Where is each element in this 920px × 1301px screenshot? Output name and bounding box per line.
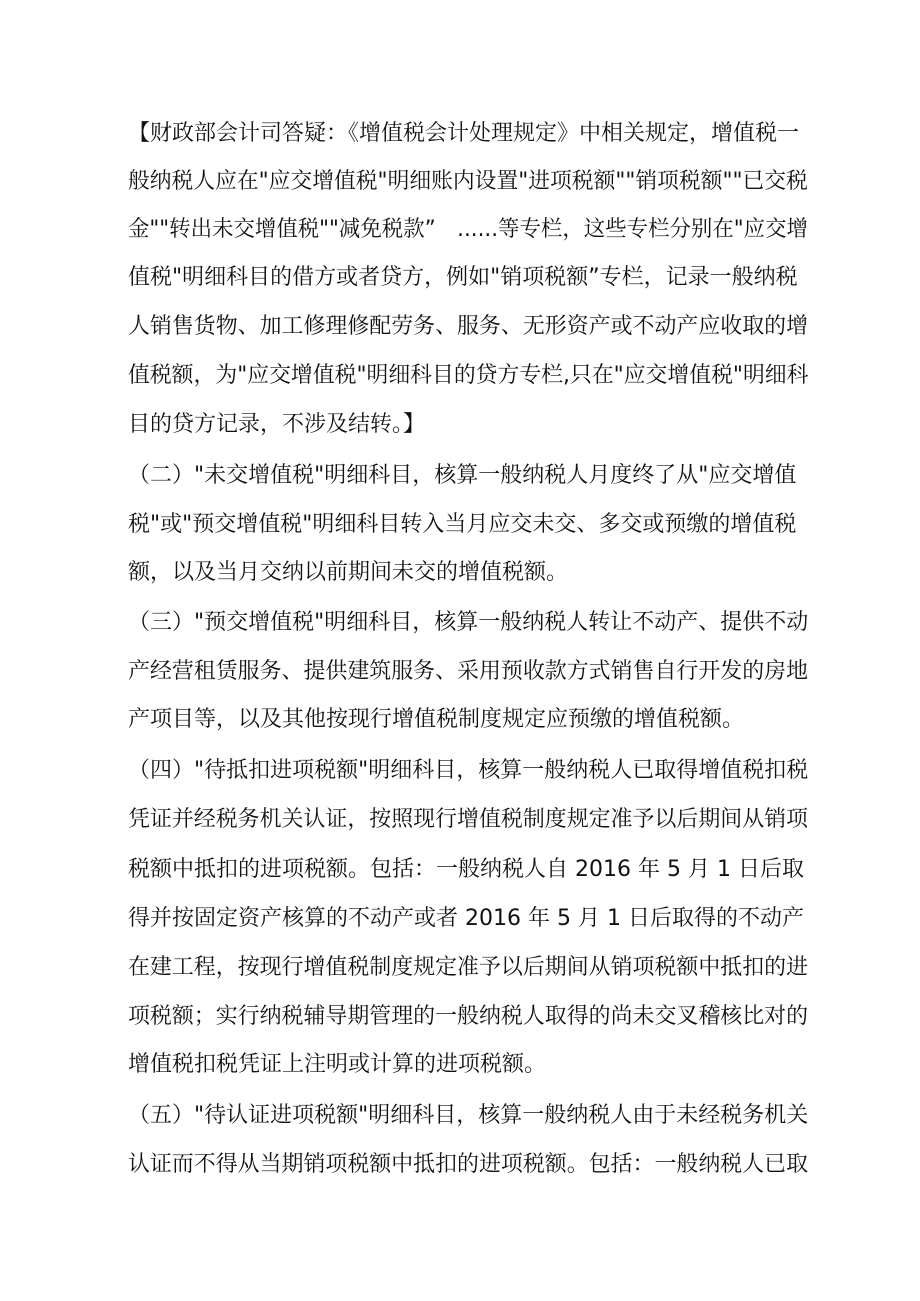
text-line: （二）"未交增值税"明细科目，核算一般纳税人月度终了从"应交增值 (128, 463, 797, 488)
text-line: 得并按固定资产核算的不动产或者 2016 年 5 月 1 日后取得的不动产 (128, 906, 804, 931)
text-line: （三）"预交增值税"明细科目，核算一般纳税人转让不动产、提供不动 (128, 610, 809, 635)
text-line: 认证而不得从当期销项税额中抵扣的进项税额。包括：一般纳税人已取 (128, 1152, 809, 1177)
text-line: 项税额；实行纳税辅导期管理的一般纳税人取得的尚未交叉稽核比对的 (128, 1004, 809, 1029)
text-line: 产经营租赁服务、提供建筑服务、采用预收款方式销售自行开发的房地 (128, 659, 809, 684)
text-line: 税额中抵扣的进项税额。包括：一般纳税人自 2016 年 5 月 1 日后取 (128, 857, 804, 882)
text-line: 目的贷方记录，不涉及结转。】 (128, 412, 426, 437)
text-line: 产项目等，以及其他按现行增值税制度规定应预缴的增值税额。 (128, 707, 745, 732)
text-line: 般纳税人应在"应交增值税"明细账内设置"进项税额""销项税额""已交税 (128, 169, 808, 194)
text-line: 值税额，为"应交增值税"明细科目的贷方专栏,只在"应交增值税"明细科 (128, 363, 809, 388)
text-line: 值税"明细科目的借方或者贷方，例如"销项税额”专栏，记录一般纳税 (128, 265, 798, 290)
text-line: 【财政部会计司答疑：《增值税会计处理规定》中相关规定，增值税一 (128, 121, 800, 146)
text-line: 在建工程，按现行增值税制度规定准予以后期间从销项税额中抵扣的进 (128, 955, 809, 980)
text-line: 税"或"预交增值税"明细科目转入当月应交未交、多交或预缴的增值税 (128, 512, 797, 537)
text-line: （五）"待认证进项税额"明细科目，核算一般纳税人由于未经税务机关 (128, 1103, 809, 1128)
text-line: （四）"待抵扣进项税额"明细科目，核算一般纳税人已取得增值税扣税 (128, 758, 809, 783)
text-line: 金""转出未交增值税""减免税款” ......等专栏，这些专栏分别在"应交增 (128, 217, 808, 242)
text-line: 凭证并经税务机关认证，按照现行增值税制度规定准予以后期间从销项 (128, 807, 809, 832)
text-line: 人销售货物、加工修理修配劳务、服务、无形资产或不动产应收取的增 (128, 314, 809, 339)
text-line: 额，以及当月交纳以前期间未交的增值税额。 (128, 560, 569, 585)
text-line: 增值税扣税凭证上注明或计算的进项税额。 (128, 1052, 547, 1077)
